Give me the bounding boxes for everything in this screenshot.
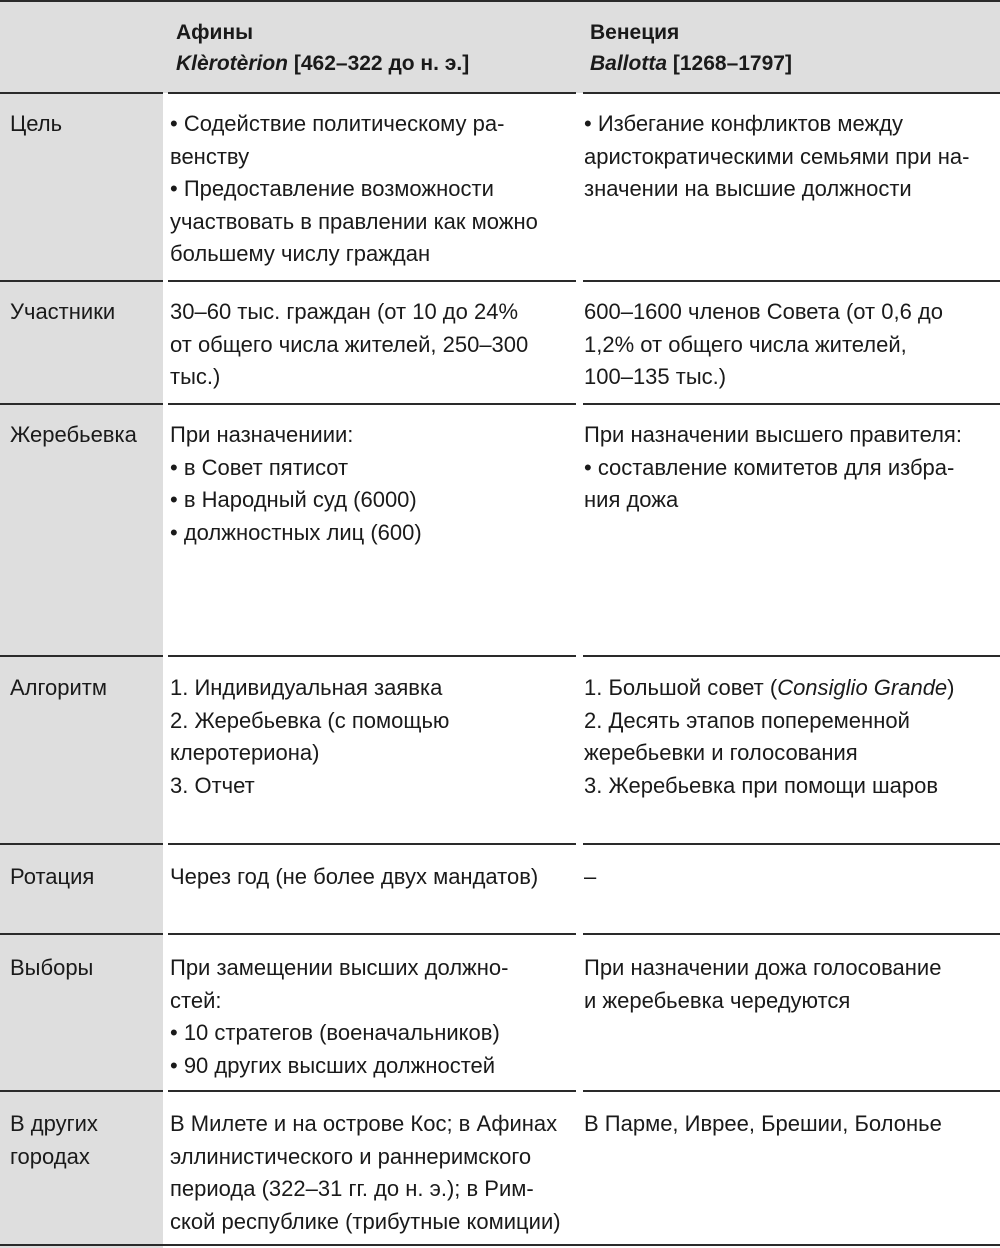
rule xyxy=(0,1090,163,1092)
line-part: 1. Большой совет ( xyxy=(584,675,778,700)
row-label-lottery: Жеребьевка xyxy=(10,422,137,447)
rule xyxy=(583,92,1000,94)
rule xyxy=(0,843,163,845)
cell-line: клеротериона) xyxy=(170,740,320,766)
goal-venice xyxy=(584,108,969,206)
rule xyxy=(583,843,1000,845)
cell-line: периода (322–31 гг. до н. э.); в Рим- xyxy=(170,1176,534,1202)
cell-line: ской республике (трибутные комиции) xyxy=(170,1208,561,1234)
label-line: В других xyxy=(10,1111,98,1136)
cell-line: При назначениии: xyxy=(170,422,354,447)
rule xyxy=(168,403,576,405)
participants-athens xyxy=(170,296,528,394)
cell-line: В Милете и на острове Кос; в Афинах xyxy=(170,1111,558,1136)
algorithm-venice xyxy=(584,672,955,802)
cell-line: • в Совет пятисот xyxy=(170,454,349,480)
elections-athens xyxy=(170,952,508,1082)
rule xyxy=(0,92,163,94)
cell-line: – xyxy=(584,864,597,889)
athens-city: Афины xyxy=(176,21,254,44)
cell-line: • 90 других высших должностей xyxy=(170,1052,496,1078)
rule xyxy=(583,933,1000,935)
athens-device: Klèrotèrion xyxy=(176,52,289,75)
cell-line: жеребьевки и голосования xyxy=(584,740,858,766)
cell-line: большему числу граждан xyxy=(170,241,431,267)
cell-line: Через год (не более двух мандатов) xyxy=(170,864,539,889)
italic-term: Consiglio Grande xyxy=(777,675,948,700)
row-label-elections: Выборы xyxy=(10,955,94,980)
cell-line: 3. Жеребьевка при помощи шаров xyxy=(584,772,939,798)
rule xyxy=(0,933,163,935)
venice-city: Венеция xyxy=(590,21,680,44)
cell-line: • Предоставление возможности xyxy=(170,176,494,202)
venice-device: Ballotta xyxy=(590,52,668,75)
cell-line: При замещении высших должно- xyxy=(170,955,509,980)
rule xyxy=(583,280,1000,282)
rule xyxy=(583,655,1000,657)
elections-venice xyxy=(584,952,941,1017)
cell-line: 2. Десять этапов попеременной xyxy=(584,707,910,733)
rule xyxy=(583,403,1000,405)
cell-line: 3. Отчет xyxy=(170,772,255,798)
cell-line: 1,2% от общего числа жителей, xyxy=(584,331,907,357)
cell-line: В Парме, Иврее, Брешии, Болонье xyxy=(584,1111,942,1136)
row-label-other-cities xyxy=(10,1108,98,1173)
line-part: ) xyxy=(947,675,955,700)
cell-line: значении на высшие должности xyxy=(584,176,912,202)
cell-line: При назначении высшего правителя: xyxy=(584,422,962,447)
venice-period: [1268–1797] xyxy=(672,52,792,75)
cell-line: и жеребьевка чередуются xyxy=(584,987,851,1013)
cell-line: стей: xyxy=(170,987,222,1013)
lottery-athens xyxy=(170,419,422,549)
header-shade xyxy=(0,2,1000,93)
cell-line xyxy=(584,672,955,705)
cell-line: • 10 стратегов (военачальников) xyxy=(170,1020,500,1046)
row-label-rotation: Ротация xyxy=(10,864,95,889)
goal-athens xyxy=(170,108,538,271)
rule xyxy=(583,1090,1000,1092)
rule xyxy=(0,280,163,282)
label-line: городах xyxy=(10,1143,90,1169)
athens-header xyxy=(176,17,469,79)
row-label-participants: Участники xyxy=(10,299,116,324)
cell-line: от общего числа жителей, 250–300 xyxy=(170,331,529,357)
participants-venice xyxy=(584,296,943,394)
cell-line: • в Народный суд (6000) xyxy=(170,487,417,513)
row-label-algorithm: Алгоритм xyxy=(10,675,108,700)
row-label-goal: Цель xyxy=(10,111,63,136)
venice-header xyxy=(590,17,792,79)
cell-line: тыс.) xyxy=(170,364,221,390)
other-athens xyxy=(170,1108,561,1238)
cell-line: • должностных лиц (600) xyxy=(170,519,422,545)
rule xyxy=(168,933,576,935)
cell-line: 1. Индивидуальная заявка xyxy=(170,675,443,700)
table-top-rule xyxy=(0,0,1000,2)
rotation-athens xyxy=(170,861,538,894)
rule xyxy=(168,280,576,282)
cell-line: • Содействие политическому ра- xyxy=(170,111,505,136)
rule xyxy=(168,843,576,845)
label-column-shade xyxy=(0,93,163,1248)
other-venice xyxy=(584,1108,942,1141)
rotation-venice xyxy=(584,861,596,894)
cell-line: 30–60 тыс. граждан (от 10 до 24% xyxy=(170,299,519,324)
cell-line: 100–135 тыс.) xyxy=(584,364,727,390)
cell-line: • Избегание конфликтов между xyxy=(584,111,904,136)
cell-line: эллинистического и раннеримского xyxy=(170,1143,532,1169)
cell-line: • составление комитетов для избра- xyxy=(584,454,955,480)
cell-line: При назначении дожа голосование xyxy=(584,955,942,980)
cell-line: 2. Жеребьевка (с помощью xyxy=(170,707,450,733)
lottery-venice xyxy=(584,419,962,517)
cell-line: 600–1600 членов Совета (от 0,6 до xyxy=(584,299,943,324)
cell-line: участвовать в правлении как можно xyxy=(170,208,538,234)
cell-line: ния дожа xyxy=(584,487,679,513)
algorithm-athens xyxy=(170,672,449,802)
rule xyxy=(168,1090,576,1092)
rule xyxy=(168,92,576,94)
cell-line: аристократическими семьями при на- xyxy=(584,143,970,169)
athens-period: [462–322 до н. э.] xyxy=(293,52,470,75)
rule xyxy=(0,1244,1000,1246)
rule xyxy=(0,403,163,405)
cell-line: венству xyxy=(170,143,250,169)
rule xyxy=(168,655,576,657)
rule xyxy=(0,655,163,657)
